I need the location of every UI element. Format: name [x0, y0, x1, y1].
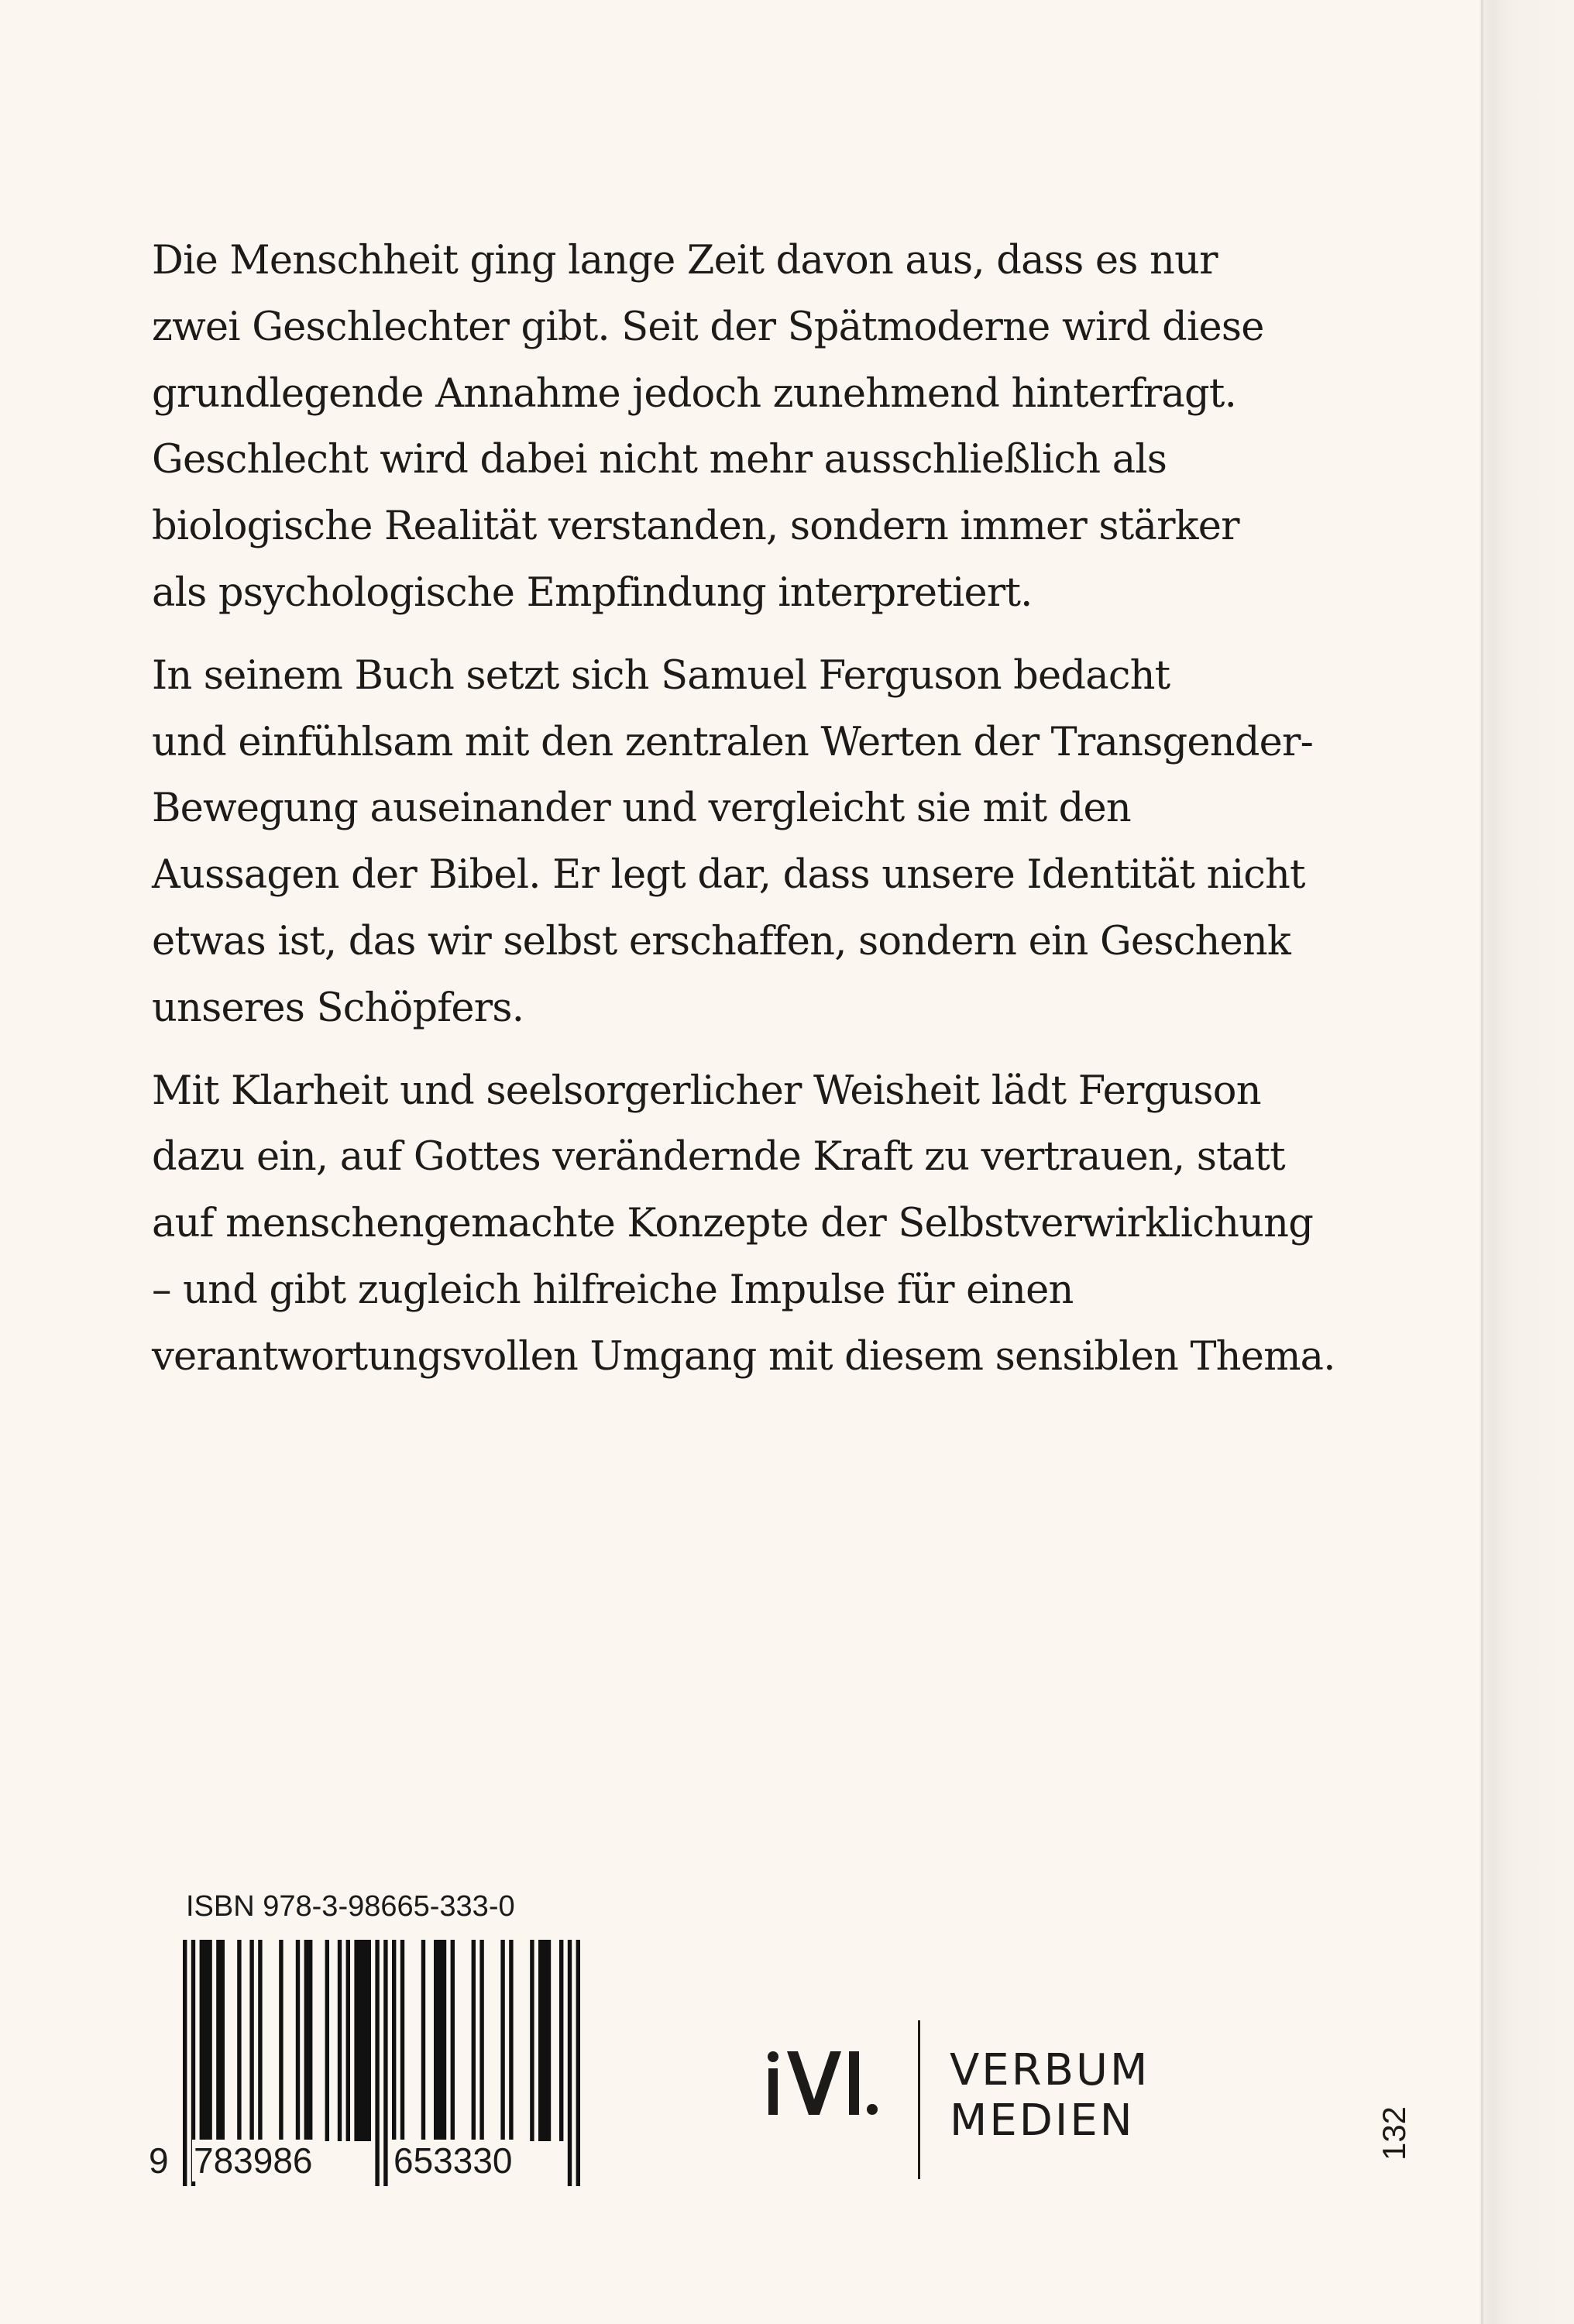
- barcode-bar: [392, 1940, 396, 2141]
- barcode-bar: [296, 1940, 300, 2141]
- logo-divider: [918, 2020, 920, 2179]
- barcode-bar: [559, 1940, 563, 2141]
- barcode-bar: [434, 1940, 446, 2141]
- barcode-bar: [325, 1940, 329, 2141]
- blurb-paragraph-1: Die Menschheit ging lange Zeit davon aus, dass es nur zwei Geschlechter gibt. Seit der Spätmoderne wird diese grundlegende Annahme jedoch zunehmend hinterfragt. Geschlecht wird dabei nicht mehr ausschließlich als biologische Realität verstanden, sondern immer stärker als psychologische Empfindung interpretiert.: [152, 238, 1264, 616]
- isbn-label: ISBN 978-3-98665-333-0: [186, 1890, 515, 1923]
- barcode-bar: [500, 1940, 504, 2141]
- barcode-bar: [200, 1940, 212, 2141]
- barcode-bar: [538, 1940, 551, 2141]
- blurb-paragraph-2: In seinem Buch setzt sich Samuel Ferguson bedacht und einfühlsam mit den zentralen Werten der Transgender- Bewegung auseinander und vergleicht sie mit den Aussagen der Bibel. Er legt dar, dass unsere Identität nicht etwas ist, das wir selbst erschaffen, sondern ein Geschenk unseres Schöpfers.: [152, 652, 1314, 1031]
- barcode-bar: [338, 1940, 342, 2141]
- barcode-bar: [304, 1940, 313, 2141]
- barcode-bar: [400, 1940, 404, 2141]
- spine-fold-line: [1481, 0, 1483, 2324]
- barcode-bar: [509, 1940, 513, 2141]
- barcode-bar: [216, 1940, 225, 2141]
- barcode-digits: [147, 2140, 581, 2186]
- barcode-bar: [249, 1940, 253, 2141]
- barcode-bar: [354, 1940, 371, 2141]
- spine-edge: [1479, 0, 1574, 2324]
- verbum-medien-logo-icon: [767, 2051, 878, 2115]
- barcode-digits-right: 653330: [394, 2140, 513, 2181]
- barcode-bar: [451, 1940, 455, 2141]
- publisher-name-line1: VERBUM: [950, 2045, 1150, 2095]
- barcode-bar: [279, 1940, 283, 2141]
- barcode-bar: [472, 1940, 476, 2141]
- barcode-bar: [258, 1940, 262, 2141]
- barcode-digits-left: 783986: [194, 2140, 313, 2181]
- barcode-bar: [346, 1940, 350, 2141]
- barcode-digit-first: 9: [149, 2140, 169, 2181]
- spine-number-text: 132: [1376, 2106, 1412, 2161]
- barcode-bar: [237, 1940, 241, 2141]
- spine-number: [1370, 2106, 1419, 2161]
- barcode-bar: [421, 1940, 425, 2141]
- barcode-bar: [479, 1940, 483, 2141]
- publisher-name-line2: MEDIEN: [950, 2095, 1135, 2146]
- publisher-name: [950, 2045, 1150, 2146]
- blurb-paragraph-3: Mit Klarheit und seelsorgerlicher Weisheit lädt Ferguson dazu ein, auf Gottes verändernde Kraft zu vertrauen, statt auf menschengemachte Konzepte der Selbstverwirklichung – und gibt zugleich hilfreiche Impulse für einen verantwortungsvollen Umgang mit diesem sensiblen Thema.: [152, 1067, 1335, 1380]
- blurb-text: [152, 228, 1407, 1407]
- barcode-bar: [530, 1940, 534, 2141]
